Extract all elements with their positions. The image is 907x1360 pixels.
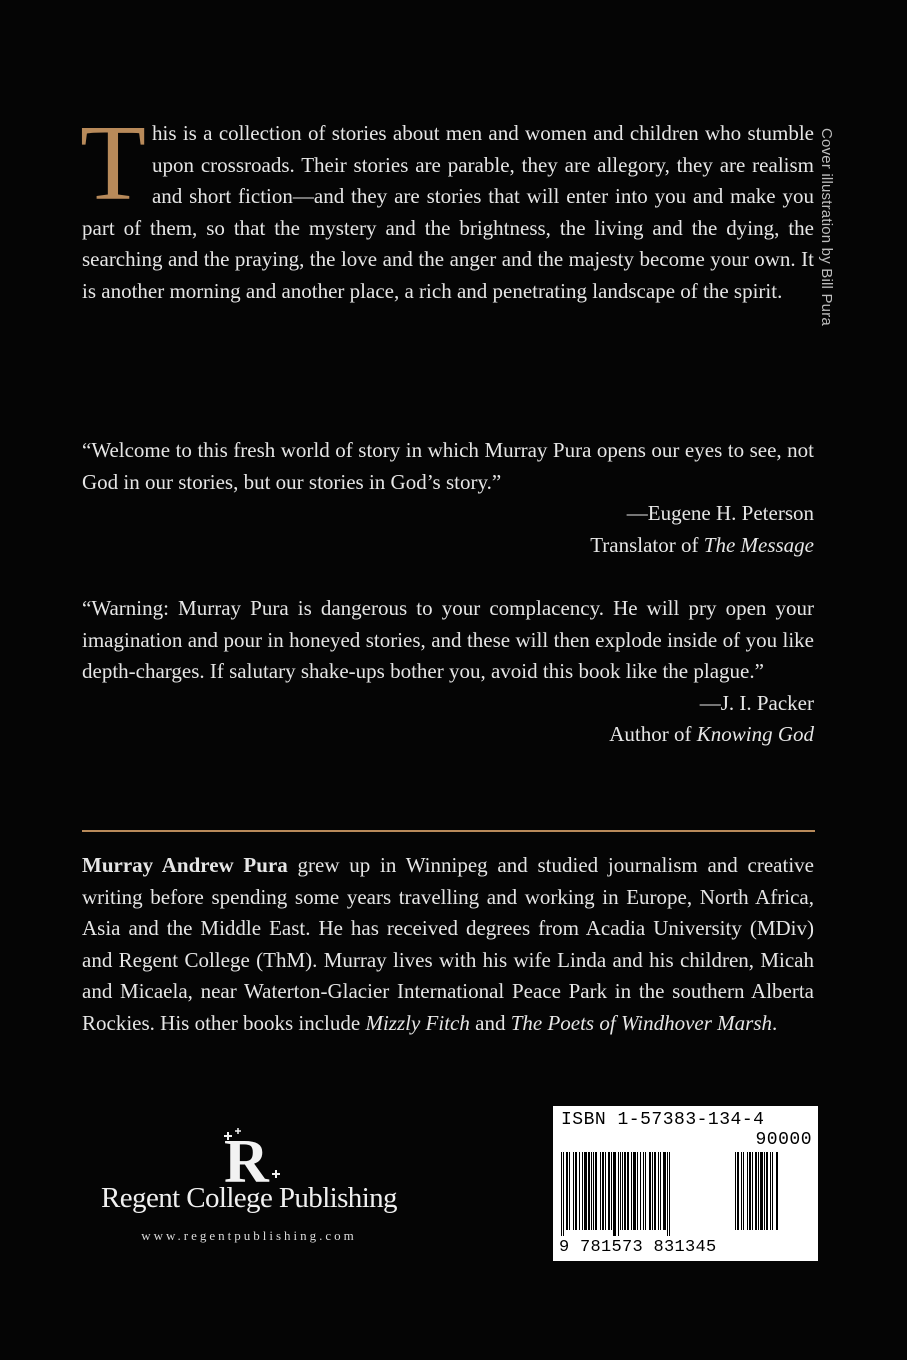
role-prefix: Author of [609, 722, 697, 746]
bio-text: and [469, 1010, 511, 1035]
book-title: The Poets of Windhover Marsh [510, 1010, 773, 1035]
ean-number: 9 781573 831345 [559, 1238, 717, 1257]
quote-author: —J. I. Packer [699, 690, 814, 715]
addon-barcode-icon [733, 1152, 811, 1232]
blurb-text: his is a collection of stories about men and women and children who stumble upon crossroads. Their stories are parable, they are allegory, they are realism and short fiction—and they are stories that will enter into you and make you part of them, so that the mystery and the brightness, the living and the dying, the searching and the praying, the love and the anger and the majesty become your own. It is another morning and another place, a rich and penetrating landscape of the spirit. [82, 121, 814, 303]
publisher-url: www.regentpublishing.com [141, 1228, 357, 1243]
price-code: 90000 [755, 1130, 812, 1150]
endorsement-quote [82, 593, 814, 751]
isbn-label: ISBN 1-57383-134-4 [561, 1110, 765, 1130]
author-name: Murray Andrew Pura [82, 853, 288, 877]
svg-text:R: R [224, 1128, 269, 1194]
quote-text: “Welcome to this fresh world of story in which Murray Pura opens our eyes to see, not God in our stories, but our stories in God’s story.” [82, 438, 814, 494]
isbn-barcode [553, 1106, 818, 1261]
quote-text: “Warning: Murray Pura is dangerous to your complacency. He will pry open your imagination and pour in honeyed stories, and these will then explode inside of you like depth-charges. If salutary shake-ups bother you, avoid this book like the plague.” [82, 596, 814, 683]
drop-cap: T [80, 104, 146, 223]
bio-text: . [772, 1010, 778, 1035]
section-divider [82, 830, 815, 832]
role-title: The Message [703, 532, 814, 557]
book-title: Mizzly Fitch [365, 1010, 470, 1035]
role-title: Knowing God [696, 722, 814, 746]
bio-text: grew up in Winnipeg and studied journalism and creative writing before spending some years travelling and working in Europe, North Africa, Asia and the Middle East. He has received degrees from Acadia University (MDiv) and Regent College (ThM). Murray lives with his wife Linda and his children, Micah and Micaela, near Waterton-Glacier International Peace Park in the southern Alberta Rockies. His other books include [82, 853, 814, 1035]
quote-author: —Eugene H. Peterson [626, 501, 814, 525]
cover-illustration-credit: Cover illustration by Bill Pura [818, 128, 835, 326]
blurb-paragraph [80, 104, 814, 307]
author-bio [82, 850, 814, 1039]
quote-author-role [82, 530, 814, 562]
endorsement-quote [82, 435, 814, 561]
publisher-name: Regent College Publishing [101, 1182, 397, 1214]
main-barcode-icon [559, 1152, 729, 1238]
quote-author-role [82, 719, 814, 751]
role-prefix: Translator of [590, 532, 704, 557]
